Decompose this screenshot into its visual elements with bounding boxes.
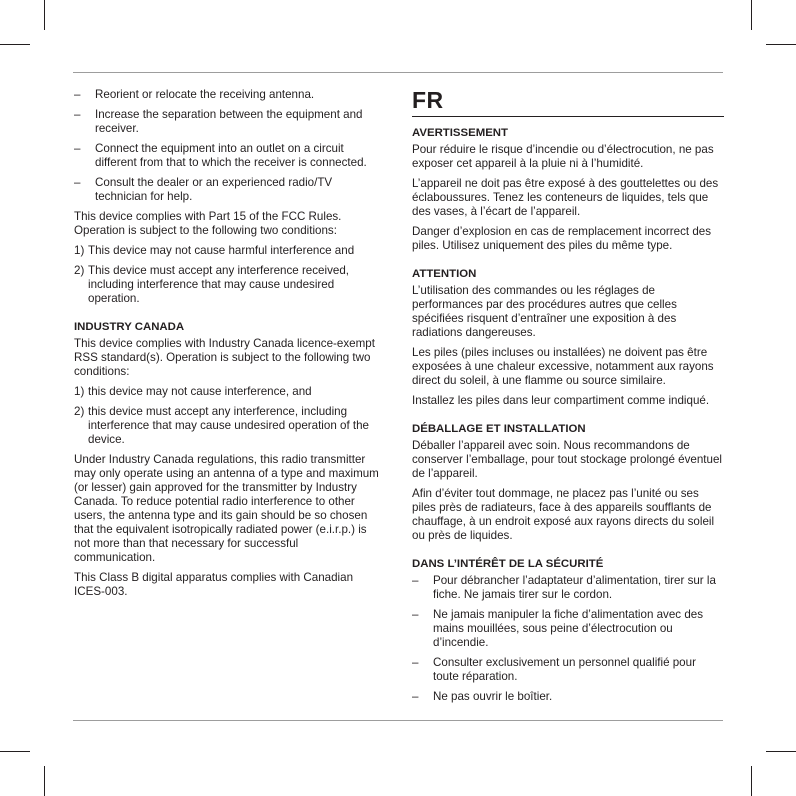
bullet-dash: – <box>412 574 419 587</box>
list-item <box>412 608 724 650</box>
list-item <box>74 88 382 102</box>
bullet-dash: – <box>74 142 81 155</box>
list-text: This device must accept any interference received, including interference that may cause undesired operation. <box>88 264 349 305</box>
crop-mark-bottom-right-h <box>766 751 796 752</box>
bullet-text: Consulter exclusivement un personnel qualifié pour toute réparation. <box>433 656 696 683</box>
list-text: this device may not cause interference, and <box>88 385 312 398</box>
bullet-text: Increase the separation between the equipment and receiver. <box>95 108 363 135</box>
bullet-dash: – <box>74 176 81 189</box>
crop-mark-bottom-left-h <box>0 751 30 752</box>
crop-mark-top-right-v <box>751 0 752 30</box>
paragraph: Pour réduire le risque d’incendie ou d’électrocution, ne pas exposer cet appareil à la pluie ni à l’humidité. <box>412 143 714 170</box>
deballage-heading: DÉBALLAGE ET INSTALLATION <box>412 423 586 435</box>
list-number: 1) <box>74 385 85 398</box>
language-title: FR <box>412 87 444 113</box>
paragraph: Afin d’éviter tout dommage, ne placez pas l’unité ou ses piles près de radiateurs, face à des appareils soufflants de chauffage, à un endroit exposé aux rayons directs du soleil ou près de liquides. <box>412 487 715 542</box>
securite-heading: DANS L’INTÉRÊT DE LA SÉCURITÉ <box>412 558 604 570</box>
list-number: 1) <box>74 244 85 257</box>
ic-intro: This device complies with Industry Canada licence-exempt RSS standard(s). Operation is subject to the following two conditions: <box>74 337 375 378</box>
right-column <box>412 88 724 710</box>
bullet-dash: – <box>412 656 419 669</box>
bullet-text: Consult the dealer or an experienced radio/TV technician for help. <box>95 176 333 203</box>
list-item <box>74 405 382 447</box>
paragraph: Les piles (piles incluses ou installées) ne doivent pas être exposées à une chaleur excessive, notamment aux rayons direct du soleil, à une flamme ou source similaire. <box>412 346 714 387</box>
list-item <box>74 264 382 306</box>
crop-mark-bottom-right-v <box>751 766 752 796</box>
bullet-text: Reorient or relocate the receiving antenna. <box>95 88 315 101</box>
paragraph: L’utilisation des commandes ou les réglages de performances par des procédures autres que celles spécifiées risquent d’entraîner une exposition à des radiations dangereuses. <box>412 284 677 339</box>
bullet-dash: – <box>412 608 419 621</box>
list-item <box>412 656 724 684</box>
list-item <box>74 385 382 399</box>
list-item <box>74 142 382 170</box>
list-item <box>74 108 382 136</box>
ic-regulation-paragraph: Under Industry Canada regulations, this radio transmitter may only operate using an antenna of a type and maximum (or lesser) gain approved for the transmitter by Industry Canada. To reduce potential radio interference to other users, the antenna type and its gain should be so chosen that the equivalent isotropically radiated power (e.i.r.p.) is not more than that necessary for successful communication. <box>74 453 379 564</box>
attention-heading: ATTENTION <box>412 268 477 280</box>
crop-mark-bottom-left-v <box>44 766 45 796</box>
list-number: 2) <box>74 264 85 277</box>
list-item <box>412 690 724 704</box>
left-column <box>74 88 382 605</box>
avertissement-heading: AVERTISSEMENT <box>412 127 508 139</box>
crop-mark-top-left-h <box>0 44 30 45</box>
paragraph: L’appareil ne doit pas être exposé à des gouttelettes ou des éclaboussures. Tenez les conteneurs de liquides, tels que des vases, à l’écart de l’appareil. <box>412 177 719 218</box>
top-rule <box>73 72 723 73</box>
bullet-dash: – <box>74 108 81 121</box>
title-underline <box>412 116 724 117</box>
bullet-text: Ne jamais manipuler la fiche d’alimentation avec des mains mouillées, sous peine d’électrocution ou d’incendie. <box>433 608 704 649</box>
paragraph: Installez les piles dans leur compartiment comme indiqué. <box>412 394 710 407</box>
paragraph: Déballer l’appareil avec soin. Nous recommandons de conserver l’emballage, pour tout stockage prolongé éventuel de l’appareil. <box>412 439 723 480</box>
paragraph: Danger d’explosion en cas de remplacement incorrect des piles. Utilisez uniquement des piles du même type. <box>412 225 712 252</box>
bullet-dash: – <box>412 690 419 703</box>
crop-mark-top-right-h <box>766 44 796 45</box>
industry-canada-heading: INDUSTRY CANADA <box>74 321 185 333</box>
list-text: this device must accept any interference, including interference that may cause undesired operation of the device. <box>88 405 370 446</box>
bullet-text: Ne pas ouvrir le boîtier. <box>433 690 553 703</box>
fcc-intro: This device complies with Part 15 of the FCC Rules. Operation is subject to the following two conditions: <box>74 210 342 237</box>
bullet-dash: – <box>74 88 81 101</box>
list-item <box>74 176 382 204</box>
list-text: This device may not cause harmful interference and <box>88 244 355 257</box>
list-item <box>74 244 382 258</box>
bullet-text: Pour débrancher l’adaptateur d’alimentation, tirer sur la fiche. Ne jamais tirer sur le cordon. <box>433 574 716 601</box>
bullet-text: Connect the equipment into an outlet on a circuit different from that to which the receiver is connected. <box>95 142 367 169</box>
list-item <box>412 574 724 602</box>
list-number: 2) <box>74 405 85 418</box>
bottom-rule <box>73 720 723 721</box>
ices-paragraph: This Class B digital apparatus complies with Canadian ICES-003. <box>74 571 354 598</box>
crop-mark-top-left-v <box>44 0 45 30</box>
